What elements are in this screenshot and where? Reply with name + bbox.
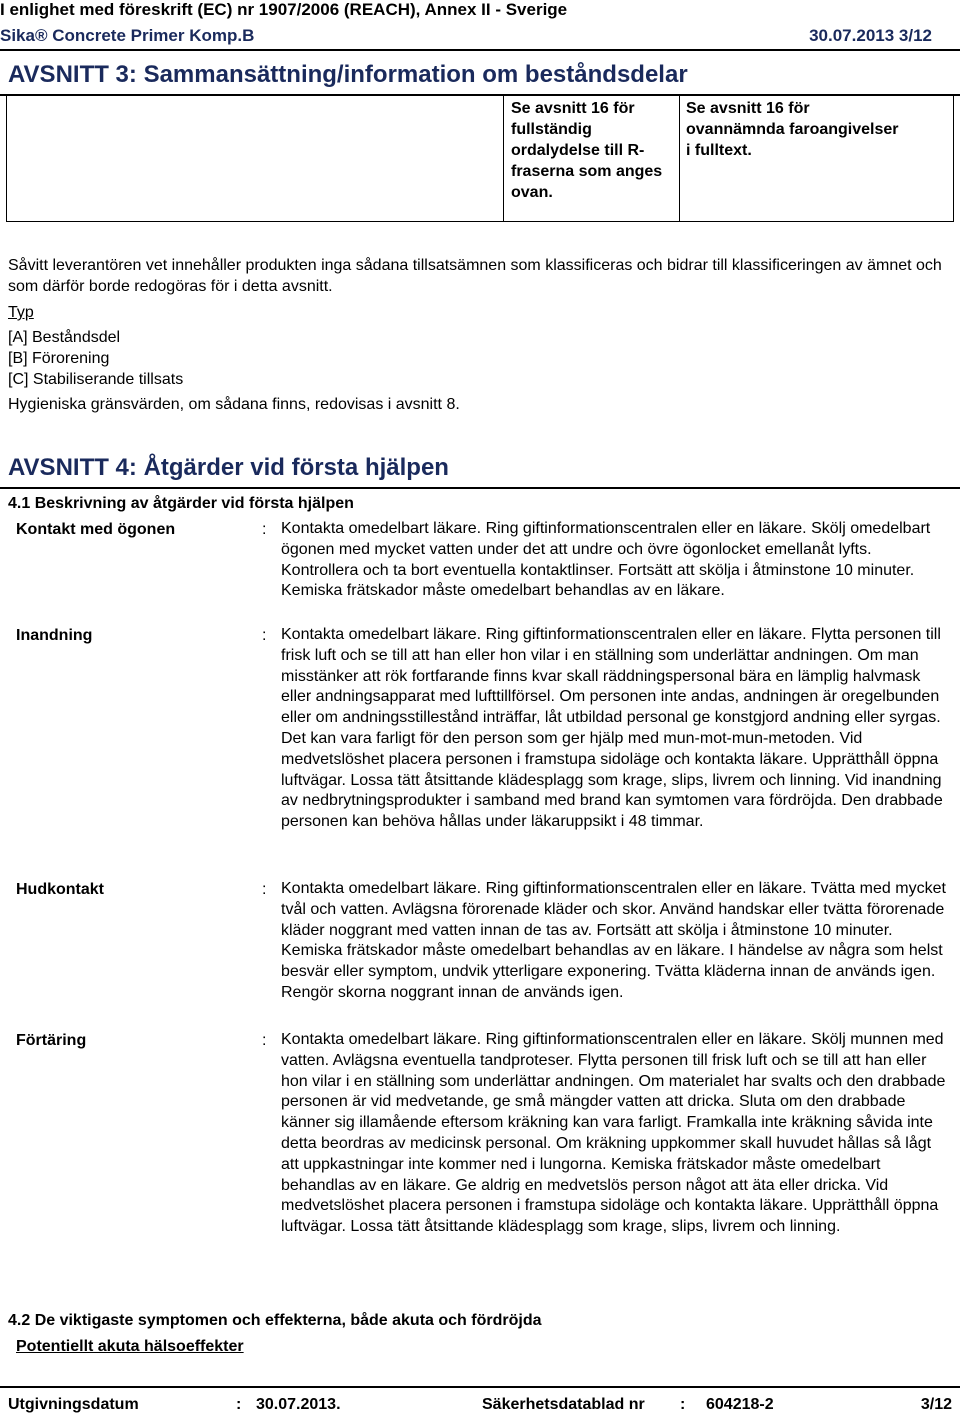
type-b: [B] Förorening bbox=[8, 350, 110, 367]
footer-colon: : bbox=[236, 1396, 242, 1413]
section3-title: AVSNITT 3: Sammansättning/information om beståndsdelar bbox=[8, 61, 688, 88]
table-column-divider bbox=[679, 96, 680, 221]
colon: : bbox=[262, 521, 267, 538]
header-divider bbox=[0, 49, 960, 51]
acute-effects-heading: Potentiellt akuta hälsoeffekter bbox=[16, 1338, 244, 1355]
label-skin-contact: Hudkontakt bbox=[16, 881, 104, 898]
label-inhalation: Inandning bbox=[16, 627, 93, 644]
table-cell-hazard-statements: Se avsnitt 16 för ovannämnda faroangivelser i fulltext. bbox=[686, 100, 899, 159]
regulation-header: I enlighet med föreskrift (EC) nr 1907/2006 (REACH), Annex II - Sverige bbox=[0, 0, 568, 19]
label-ingestion: Förtäring bbox=[16, 1032, 87, 1049]
colon: : bbox=[262, 1032, 267, 1049]
table-cell-r-phrases: Se avsnitt 16 för fullständig ordalydelse till R-fraserna som anges ovan. bbox=[511, 100, 663, 201]
table-column-divider bbox=[503, 96, 504, 221]
type-a: [A] Beståndsdel bbox=[8, 329, 121, 346]
colon: : bbox=[262, 881, 267, 898]
type-c: [C] Stabiliserande tillsats bbox=[8, 371, 184, 388]
footer-page: 3/12 bbox=[920, 1396, 952, 1413]
footer-divider bbox=[0, 1386, 960, 1388]
product-header bbox=[0, 26, 944, 46]
type-label: Typ bbox=[8, 304, 34, 321]
footer-issue-label: Utgivningsdatum bbox=[8, 1396, 139, 1413]
footer-sds-label: Säkerhetsdatablad nr bbox=[482, 1396, 645, 1413]
date-page: 30.07.2013 3/12 bbox=[809, 26, 932, 45]
footer-issue-date: 30.07.2013. bbox=[256, 1396, 341, 1413]
footer-sds-number: 604218-2 bbox=[706, 1396, 774, 1413]
subsection-4-2: 4.2 De viktigaste symptomen och effekterna, både akuta och fördröjda bbox=[8, 1312, 542, 1329]
section4-title: AVSNITT 4: Åtgärder vid första hjälpen bbox=[8, 454, 449, 481]
colon: : bbox=[262, 627, 267, 644]
text-skin-contact: Kontakta omedelbart läkare. Ring giftinformationscentralen eller en läkare. Tvätta med mycket tvål och vatten. Avlägsna förorenade kläder och skor. Använd handskar eller tvätta förorenade kläder noggrant med vatten innan de tas av. Fortsätt att skölja i åtminstone 10 minuter. Kemiska frätskador måste omedelbart behandlas av en läkare. I händelse av några som helst besvär eller symptom, undvik ytterligare exponering. Tvätta kläderna innan de används igen. Rengör skorna noggrant innan de används igen. bbox=[281, 880, 946, 1001]
label-eye-contact: Kontakt med ögonen bbox=[16, 521, 176, 538]
footer-colon: : bbox=[680, 1396, 686, 1413]
subsection-4-1: 4.1 Beskrivning av åtgärder vid första hjälpen bbox=[8, 495, 354, 512]
product-name: Sika® Concrete Primer Komp.B bbox=[0, 26, 255, 45]
composition-table-fragment bbox=[6, 96, 954, 222]
text-eye-contact: Kontakta omedelbart läkare. Ring giftinformationscentralen eller en läkare. Skölj omedelbart ögonen med mycket vatten under det att undre och övre ögonlocket emellanåt lyfts. Kontrollera och ta bort eventuella kontaktlinser. Fortsätt att skölja i åtminstone 10 minuter. Kemiska frätskador måste omedelbart behandlas av en läkare. bbox=[281, 520, 931, 600]
section3-paragraph: Såvitt leverantören vet innehåller produkten inga sådana tillsatsämnen som klassificeras och bidrar till klassificeringen av ämnet och som därför borde redogöras för i detta avsnitt. bbox=[8, 257, 942, 295]
text-ingestion: Kontakta omedelbart läkare. Ring giftinformationscentralen eller en läkare. Skölj munnen med vatten. Avlägsna eventuella tandproteser. Flytta personen till frisk luft och se till att han eller hon vilar i en ställning som underlättar andningen. Om materialet har svalts och den drabbade personen är vid medvetande, ge små mängder vatten att dricka. Sluta om den drabbade känner sig illamående eftersom kräkning kan vara farligt. Framkalla inte kräkning såvida inte detta beordras av medicinsk personal. Om kräkning uppkommer skall huvudet hållas så lågt att uppkastningar inte kommer ned i lungorna. Kemiska frätskador måste omedelbart behandlas av en läkare. Ge aldrig en medvetslös person något att äta eller dricka. Vid medvetslöshet placera personen i framstupa sidoläge och kontakta läkare. Upprätthåll öppna luftvägar. Lossa tätt åtsittande klädesplagg som krage, slips, livrem och linning. bbox=[281, 1031, 946, 1236]
section4-divider bbox=[0, 487, 960, 489]
hygiene-note: Hygieniska gränsvärden, om sådana finns, redovisas i avsnitt 8. bbox=[8, 396, 460, 413]
text-inhalation: Kontakta omedelbart läkare. Ring giftinformationscentralen eller en läkare. Flytta personen till frisk luft och se till att han eller hon vilar i en ställning som underlättar andningen. Om man misstänker att rök fortfarande finns kvar skall räddningspersonal bära en lämplig halvmask eller andningsapparat med lufttillförsel. Om personen inte andas, andningen är oregelbunden eller om andningsstillestånd inträffar, låt utbildad personal ge konstgjord andning eller syrgas. Det kan vara farligt för den person som ger hjälp med mun-mot-mun-metoden. Vid medvetslöshet placera personen i framstupa sidoläge och kontakta läkare. Upprätthåll öppna luftvägar. Lossa tätt åtsittande klädesplagg som krage, slips, livrem och linning. Vid inandning av nedbrytningsprodukter i samband med brand kan symtomen vara fördröjda. Den drabbade personen kan behöva hållas under läkaruppsikt i 48 timmar. bbox=[281, 626, 943, 831]
